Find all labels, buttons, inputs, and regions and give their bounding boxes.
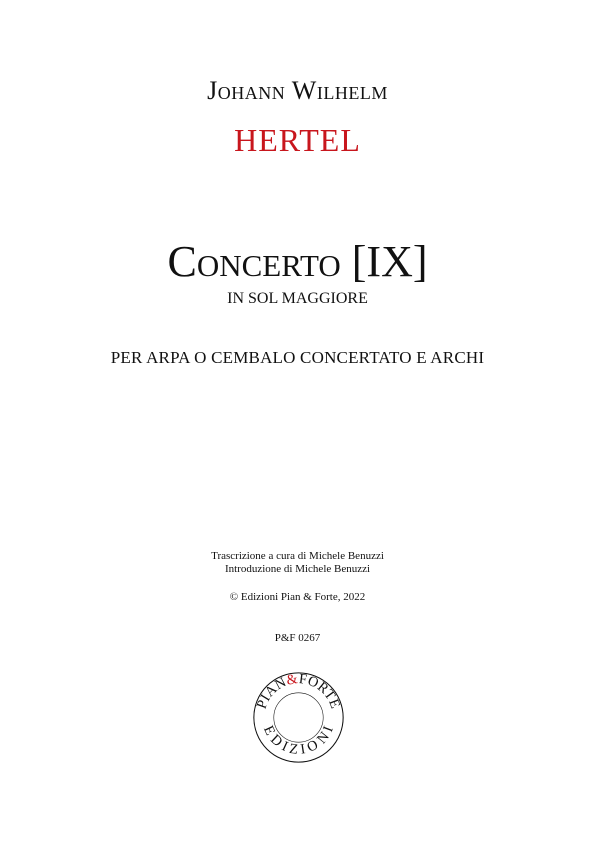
introduction-credit: Introduzione di Michele Benuzzi — [224, 563, 371, 575]
svg-text:PIAN&FORTE — [254, 671, 344, 711]
copyright-notice: © Edizioni Pian & Forte, 2022 — [229, 591, 366, 603]
publisher-logo — [251, 670, 346, 765]
work-scoring: PER ARPA O CEMBALO CONCERTATO E ARCHI — [110, 348, 485, 367]
work-title: Concerto [IX] — [167, 237, 428, 286]
composer-first-names: Johann Wilhelm — [207, 76, 388, 105]
catalog-number: P&F 0267 — [274, 632, 321, 644]
composer-last-name: HERTEL — [234, 122, 361, 158]
logo-bottom-text: EDIZIONI — [259, 723, 338, 758]
transcription-credit: Trascrizione a cura di Michele Benuzzi — [211, 550, 384, 562]
work-key: IN SOL MAGGIORE — [227, 290, 368, 307]
logo-top-text: PIAN&FORTE — [253, 670, 344, 712]
